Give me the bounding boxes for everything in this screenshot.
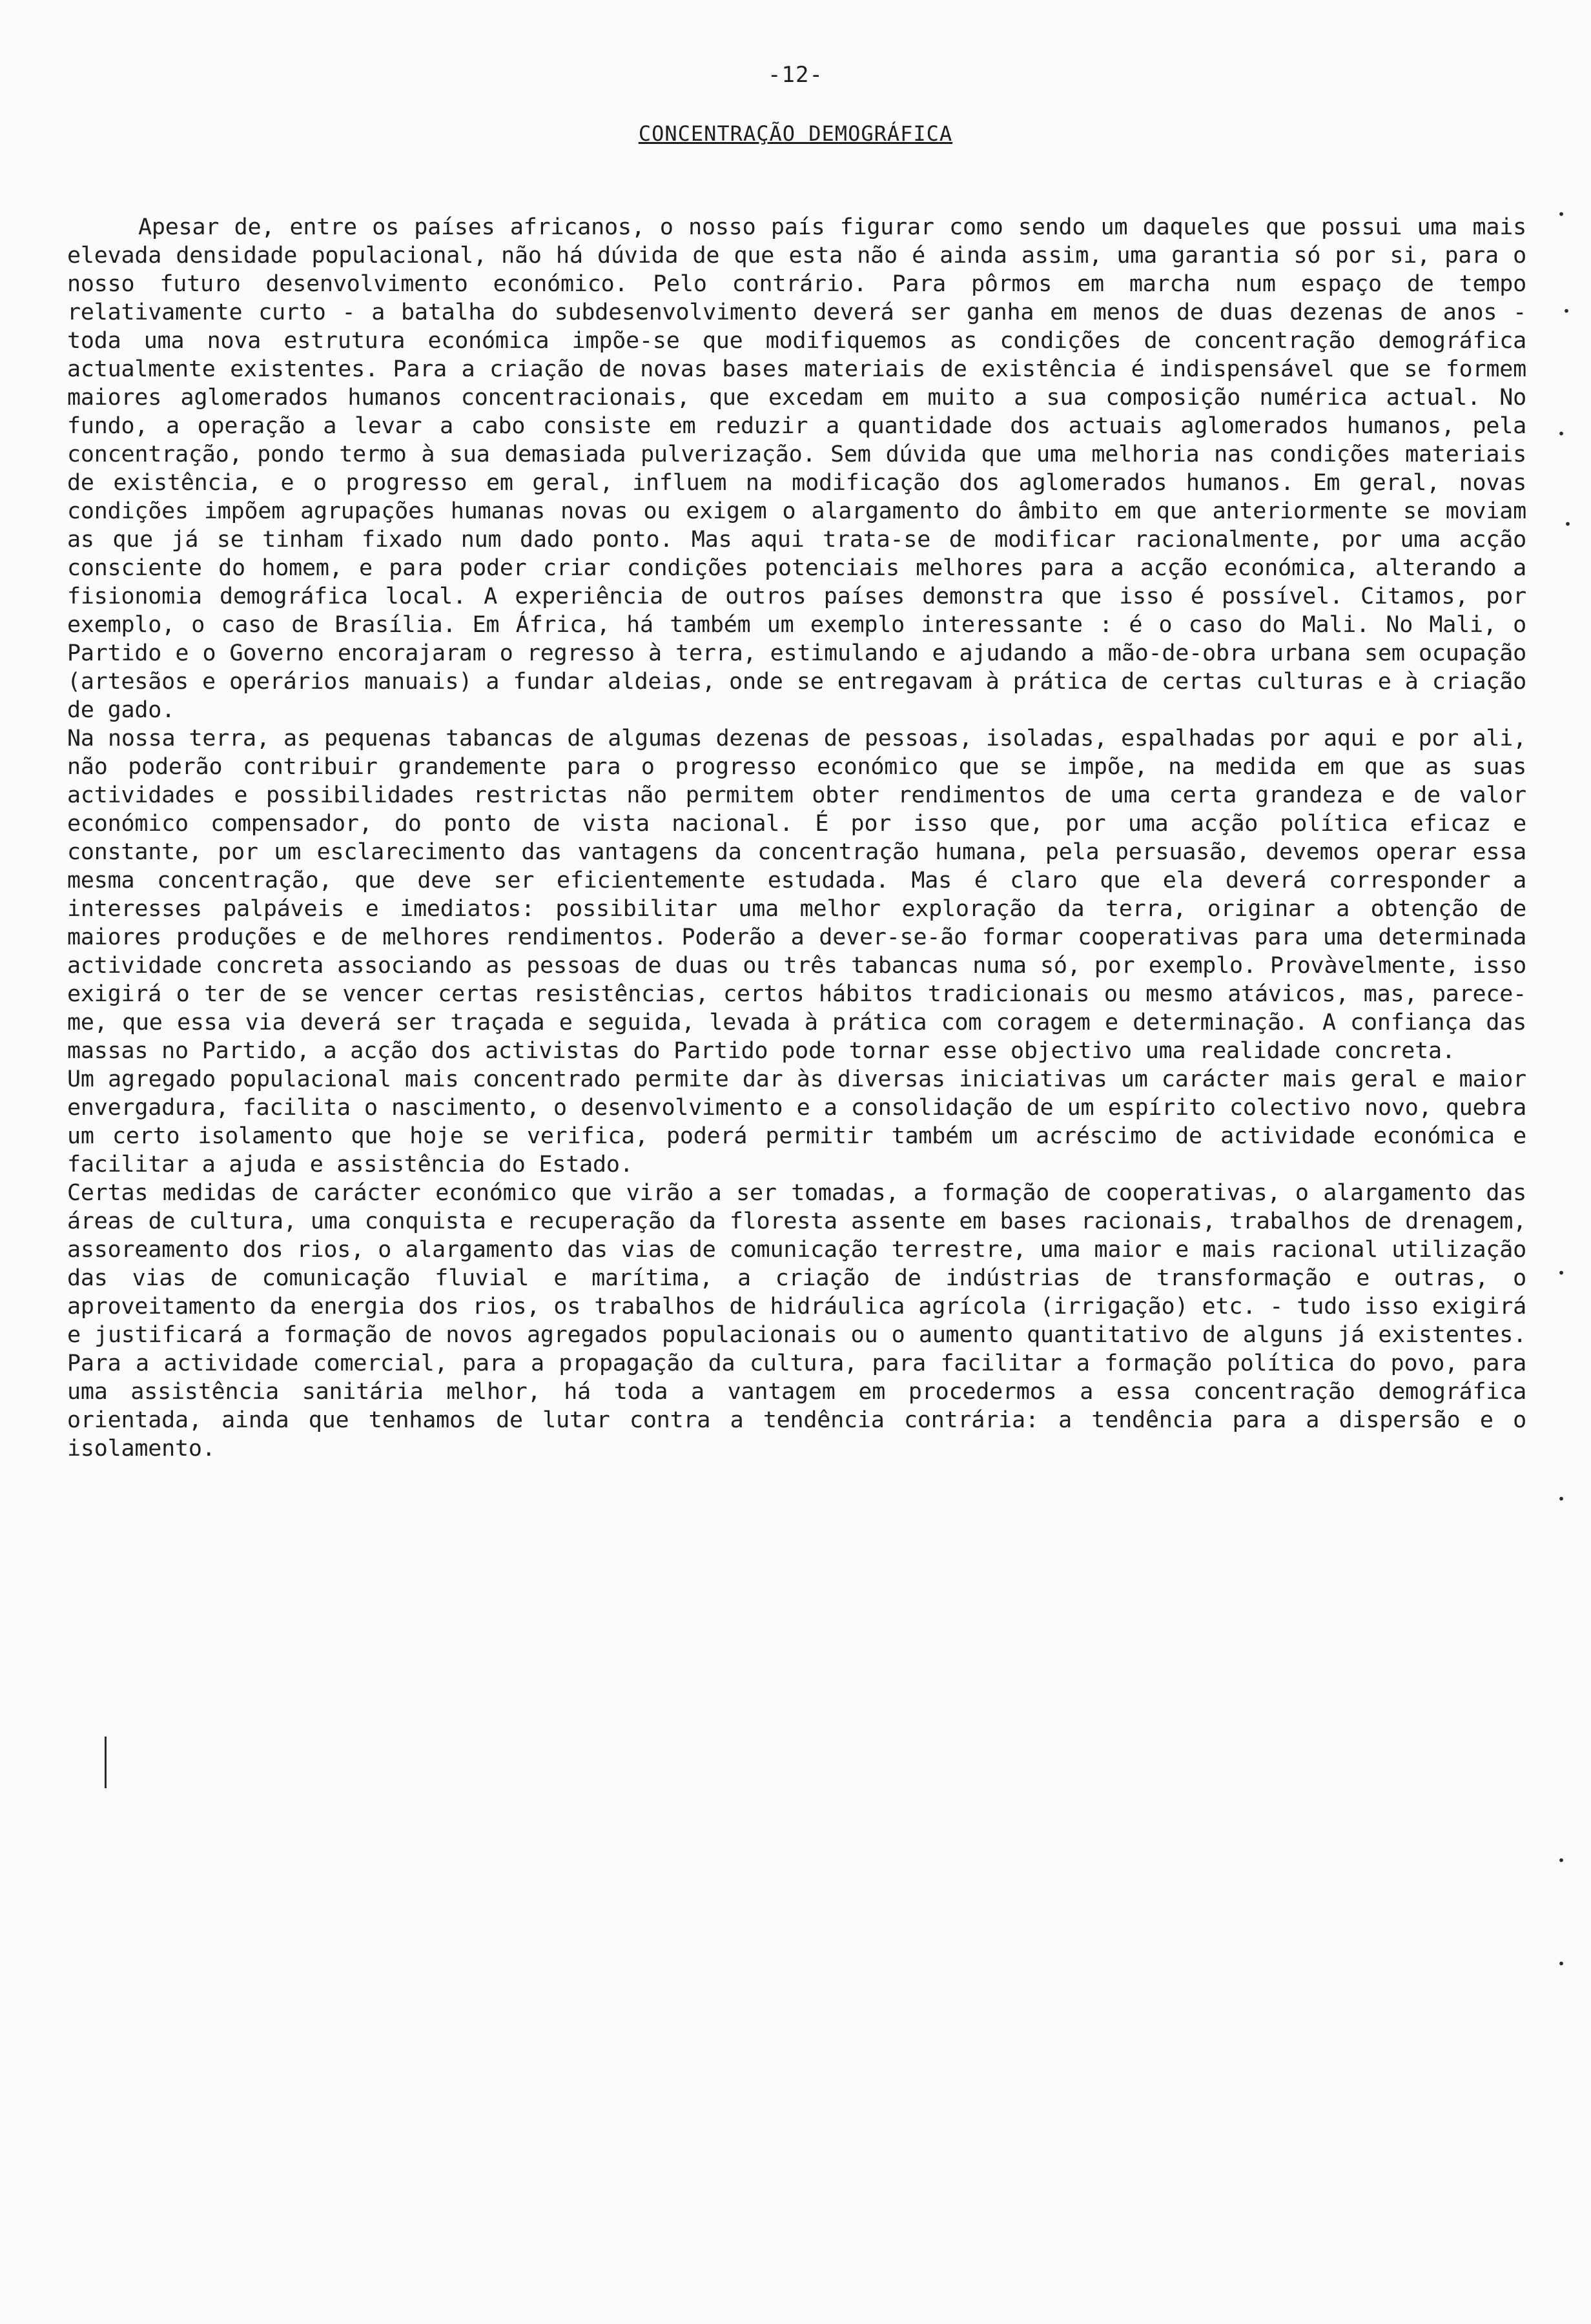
margin-dot-icon: • bbox=[1557, 1491, 1566, 1507]
document-body bbox=[67, 213, 1526, 1463]
paragraph: Na nossa terra, as pequenas tabancas de algumas dezenas de pessoas, isoladas, espalhadas por aqui e por ali, não poderão contribuir grandemente para o progresso económico que se impõe, na medida em que as suas actividades e possibilidades restrictas não permitem obter rendimentos de uma certa grandeza e de valor económico compensador, do ponto de vista nacional. É por isso que, por uma acção política eficaz e constante, por um esclarecimento das vantagens da concentração humana, pela persuasão, devemos operar essa mesma concentração, que deve ser eficientemente estudada. Mas é claro que ela deverá corresponder a interesses palpáveis e imediatos: possibilitar uma melhor exploração da terra, originar a obtenção de maiores produções e de melhores rendimentos. Poderão a dever-se-ão formar cooperativas para uma determinada actividade concreta associando as pessoas de duas ou três tabancas numa só, por exemplo. Provàvelmente, isso exigirá o ter de se vencer certas resistências, certos hábitos tradicionais ou mesmo atávicos, mas, parece-me, que essa via deverá ser traçada e seguida, levada à prática com coragem e determinação. A confiança das massas no Partido, a acção dos activistas do Partido pode tornar esse objectivo uma realidade concreta. bbox=[67, 726, 1526, 1064]
paragraph: Um agregado populacional mais concentrado permite dar às diversas iniciativas um carácter mais geral e maior envergadura, facilita o nascimento, o desenvolvimento e a consolidação de um espírito colectivo novo, quebra um certo isolamento que hoje se verifica, poderá permitir também um acréscimo de actividade económica e facilitar a ajuda e assistência do Estado. bbox=[67, 1066, 1526, 1177]
margin-dot-icon: • bbox=[1557, 426, 1566, 442]
page-title: CONCENTRAÇÃO DEMOGRÁFICA bbox=[638, 121, 953, 146]
paragraph: Certas medidas de carácter económico que virão a ser tomadas, a formação de cooperativas, o alargamento das áreas de cultura, uma conquista e recuperação da floresta assente em bases racionais, trabalhos de drenagem, assoreamento dos rios, o alargamento das vias de comunicação terrestre, uma maior e mais racional utilização das vias de comunicação fluvial e marítima, a criação de indústrias de transformação e outras, o aproveitamento da energia dos rios, os trabalhos de hidráulica agrícola (irrigação) etc. - tudo isso exigirá e justificará a formação de novos agregados populacionais ou o aumento quantitativo de alguns já existentes. Para a actividade comercial, para a propagação da cultura, para facilitar a formação política do povo, para uma assistência sanitária melhor, há toda a vantagem em procedermos a essa concentração demográfica orientada, ainda que tenhamos de lutar contra a tendência contrária: a tendência para a dispersão e o isolamento. bbox=[67, 1180, 1526, 1462]
margin-dot-icon: • bbox=[1557, 1853, 1566, 1868]
margin-dot-icon: • bbox=[1557, 1956, 1566, 1972]
margin-dot-icon: • bbox=[1557, 1265, 1566, 1281]
margin-dot-icon: • bbox=[1563, 303, 1571, 319]
margin-dot-icon: • bbox=[1564, 516, 1572, 532]
margin-rule bbox=[105, 1737, 107, 1788]
margin-dot-icon: • bbox=[1557, 207, 1566, 222]
page-number: -12- bbox=[768, 62, 823, 88]
paragraph: Apesar de, entre os países africanos, o nosso país figurar como sendo um daqueles que possui uma mais elevada densidade populacional, não há dúvida de que esta não é ainda assim, uma garantia só por si, para o nosso futuro desenvolvimento económico. Pelo contrário. Para pôrmos em marcha num espaço de tempo relativamente curto - a batalha do subdesenvolvimento deverá ser ganha em menos de duas dezenas de anos - toda uma nova estrutura económica impõe-se que modifiquemos as condições de concentração demográfica actualmente existentes. Para a criação de novas bases materiais de existência é indispensável que se formem maiores aglomerados humanos concentracionais, que excedam em muito a sua composição numérica actual. No fundo, a operação a levar a cabo consiste em reduzir a quantidade dos actuais aglomerados humanos, pela concentração, pondo termo à sua demasiada pulverização. Sem dúvida que uma melhoria nas condições materiais de existência, e o progresso em geral, influem na modificação dos aglomerados humanos. Em geral, novas condições impõem agrupações humanas novas ou exigem o alargamento do âmbito em que anteriormente se moviam as que já se tinham fixado num dado ponto. Mas aqui trata-se de modificar racionalmente, por uma acção consciente do homem, e para poder criar condições potenciais melhores para a acção económica, alterando a fisionomia demográfica local. A experiência de outros países demonstra que isso é possível. Citamos, por exemplo, o caso de Brasília. Em África, há também um exemplo interessante : é o caso do Mali. No Mali, o Partido e o Governo encorajaram o regresso à terra, estimulando e ajudando a mão-de-obra urbana sem ocupação (artesãos e operários manuais) a fundar aldeias, onde se entregavam à prática de certas culturas e à criação de gado. bbox=[67, 214, 1526, 723]
